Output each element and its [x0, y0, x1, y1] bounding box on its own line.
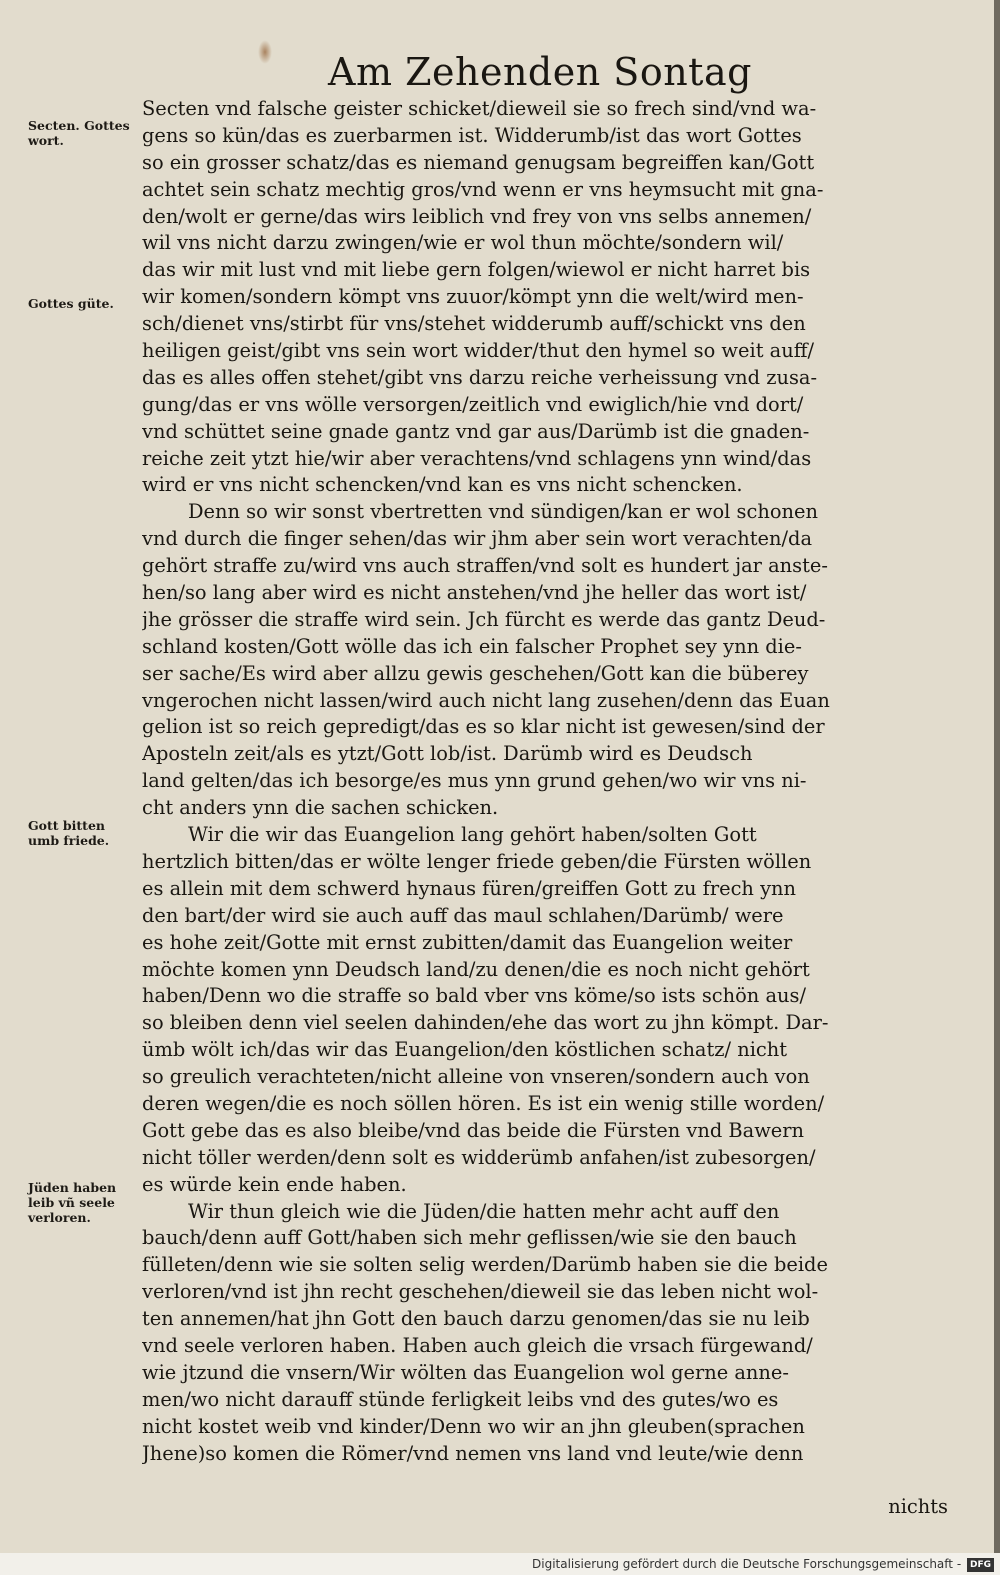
text-line: deren wegen/die es noch söllen hören. Es ist ein wenig stille worden/	[142, 1091, 825, 1115]
paragraph-start-line: Denn so wir sonst vbertretten vnd sündigen/kan er wol schonen	[188, 500, 818, 524]
text-line: Jhene)so komen die Römer/vnd nemen vns land vnd leute/wie denn	[142, 1441, 804, 1465]
text-line: fülleten/denn wie sie solten selig werden/Darümb haben sie die beide	[142, 1253, 828, 1277]
text-line: es allein mit dem schwerd hynaus füren/greiffen Gott zu frech ynn	[142, 876, 797, 900]
text-line: jhe grösser die straffe wird sein. Jch fürcht es werde das gantz Deud-	[142, 607, 826, 631]
text-line: men/wo nicht darauff stünde ferligkeit leibs vnd des gutes/wo es	[142, 1387, 779, 1411]
text-line: es würde kein ende haben.	[142, 1172, 407, 1196]
margin-note: Gott bitten umb friede.	[28, 818, 110, 848]
text-line: den bart/der wird sie auch auff das maul schlahen/Darümb/ were	[142, 903, 784, 927]
text-line: möchte komen ynn Deudsch land/zu denen/die es noch nicht gehört	[142, 957, 810, 981]
margin-note: Gottes güte.	[28, 296, 114, 311]
text-line: gehört straffe zu/wird vns auch straffen/vnd solt es hundert jar anste-	[142, 554, 828, 578]
text-line: vnd durch die finger sehen/das wir jhm aber sein wort verachten/da	[142, 527, 813, 551]
text-line: nicht töller werden/denn solt es widderümb anfahen/ist zubesorgen/	[142, 1145, 816, 1169]
text-line: reiche zeit ytzt hie/wir aber verachtens/vnd schlagens ynn wind/das	[142, 446, 812, 470]
funding-credit: Digitalisierung gefördert durch die Deutsche Forschungsgemeinschaft -	[532, 1557, 962, 1571]
text-line: ser sache/Es wird aber allzu gewis geschehen/Gott kan die büberey	[142, 661, 809, 685]
text-line: es hohe zeit/Gotte mit ernst zubitten/damit das Euangelion weiter	[142, 930, 793, 954]
margin-note: Jüden haben leib vñ seele verloren.	[28, 1180, 117, 1225]
text-line: Aposteln zeit/als es ytzt/Gott lob/ist. Darümb wird es Deudsch	[142, 742, 753, 766]
text-line: ten annemen/hat jhn Gott den bauch darzu genomen/das sie nu leib	[142, 1307, 810, 1331]
text-line: ümb wölt ich/das wir das Euangelion/den köstlichen schatz/ nicht	[142, 1038, 788, 1062]
text-line: das wir mit lust vnd mit liebe gern folgen/wiewol er nicht harret bis	[142, 258, 811, 282]
text-line: so greulich verachteten/nicht alleine von vnseren/sondern auch von	[142, 1065, 810, 1089]
margin-note: Secten. Gottes wort.	[28, 118, 130, 148]
running-title: Am Zehenden Sontag	[328, 50, 752, 94]
text-line: Gott gebe das es also bleibe/vnd das beide die Fürsten vnd Bawern	[142, 1118, 805, 1142]
scan-page-edge	[994, 0, 1000, 1553]
digitization-footer	[0, 1553, 1000, 1575]
text-line: gelion ist so reich gepredigt/das es so klar nicht ist gewesen/sind der	[142, 715, 825, 739]
text-line: wir komen/sondern kömpt vns zuuor/kömpt ynn die welt/wird men-	[142, 285, 804, 309]
paragraph-start-line: Wir thun gleich wie die Jüden/die hatten mehr acht auff den	[188, 1199, 780, 1223]
text-line	[142, 1467, 954, 1494]
text-line: haben/Denn wo die straffe so bald vber vns köme/so ists schön aus/	[142, 984, 806, 1008]
dfg-logo: DFG	[967, 1558, 994, 1572]
ink-smudge	[258, 40, 272, 64]
text-line: schland kosten/Gott wölle das ich ein falscher Prophet sey ynn die-	[142, 634, 802, 658]
text-line: so bleiben denn viel seelen dahinden/ehe das wort zu jhn kömpt. Dar-	[142, 1011, 829, 1035]
text-line: gung/das er vns wölle versorgen/zeitlich vnd ewiglich/hie vnd dort/	[142, 392, 804, 416]
catchword: nichts	[888, 1495, 948, 1519]
text-line: das es alles offen stehet/gibt vns darzu reiche verheissung vnd zusa-	[142, 365, 818, 389]
text-line: wil vns nicht darzu zwingen/wie er wol thun möchte/sondern wil/	[142, 231, 784, 255]
text-line: den/wolt er gerne/das wirs leiblich vnd frey von vns selbs annemen/	[142, 204, 812, 228]
body-text	[142, 96, 954, 1521]
text-line: wird er vns nicht schencken/vnd kan es vns nicht schencken.	[142, 473, 743, 497]
text-line: Secten vnd falsche geister schicket/dieweil sie so frech sind/vnd wa-	[142, 97, 817, 120]
paragraph-start-line: Wir die wir das Euangelion lang gehört haben/solten Gott	[188, 823, 757, 847]
text-line: vnd seele verloren haben. Haben auch gleich die vrsach fürgewand/	[142, 1333, 813, 1357]
text-line: verloren/vnd ist jhn recht geschehen/dieweil sie das leben nicht wol-	[142, 1280, 819, 1304]
text-line: hertzlich bitten/das er wölte lenger friede geben/die Fürsten wöllen	[142, 849, 812, 873]
text-line: so ein grosser schatz/das es niemand genugsam begreiffen kan/Gott	[142, 150, 815, 174]
text-line: bauch/denn auff Gott/haben sich mehr geflissen/wie sie den bauch	[142, 1226, 797, 1250]
text-line: heiligen geist/gibt vns sein wort widder/thut den hymel so weit auff/	[142, 339, 815, 363]
text-line: cht anders ynn die sachen schicken.	[142, 796, 499, 820]
text-line: achtet sein schatz mechtig gros/vnd wenn er vns heymsucht mit gna-	[142, 177, 824, 201]
text-line: nicht kostet weib vnd kinder/Denn wo wir an jhn gleuben(sprachen	[142, 1414, 805, 1438]
text-line: gens so kün/das es zuerbarmen ist. Widderumb/ist das wort Gottes	[142, 123, 802, 147]
text-line: hen/so lang aber wird es nicht anstehen/vnd jhe heller das wort ist/	[142, 581, 807, 605]
text-line: wie jtzund die vnsern/Wir wölten das Euangelion wol gerne anne-	[142, 1360, 789, 1384]
text-line: vngerochen nicht lassen/wird auch nicht lang zusehen/denn das Euan	[142, 688, 830, 712]
text-line: sch/dienet vns/stirbt für vns/stehet widderumb auff/schickt vns den	[142, 312, 806, 336]
text-line: land gelten/das ich besorge/es mus ynn grund gehen/wo wir vns ni-	[142, 769, 807, 793]
text-line: vnd schüttet seine gnade gantz vnd gar aus/Darümb ist die gnaden-	[142, 419, 810, 443]
